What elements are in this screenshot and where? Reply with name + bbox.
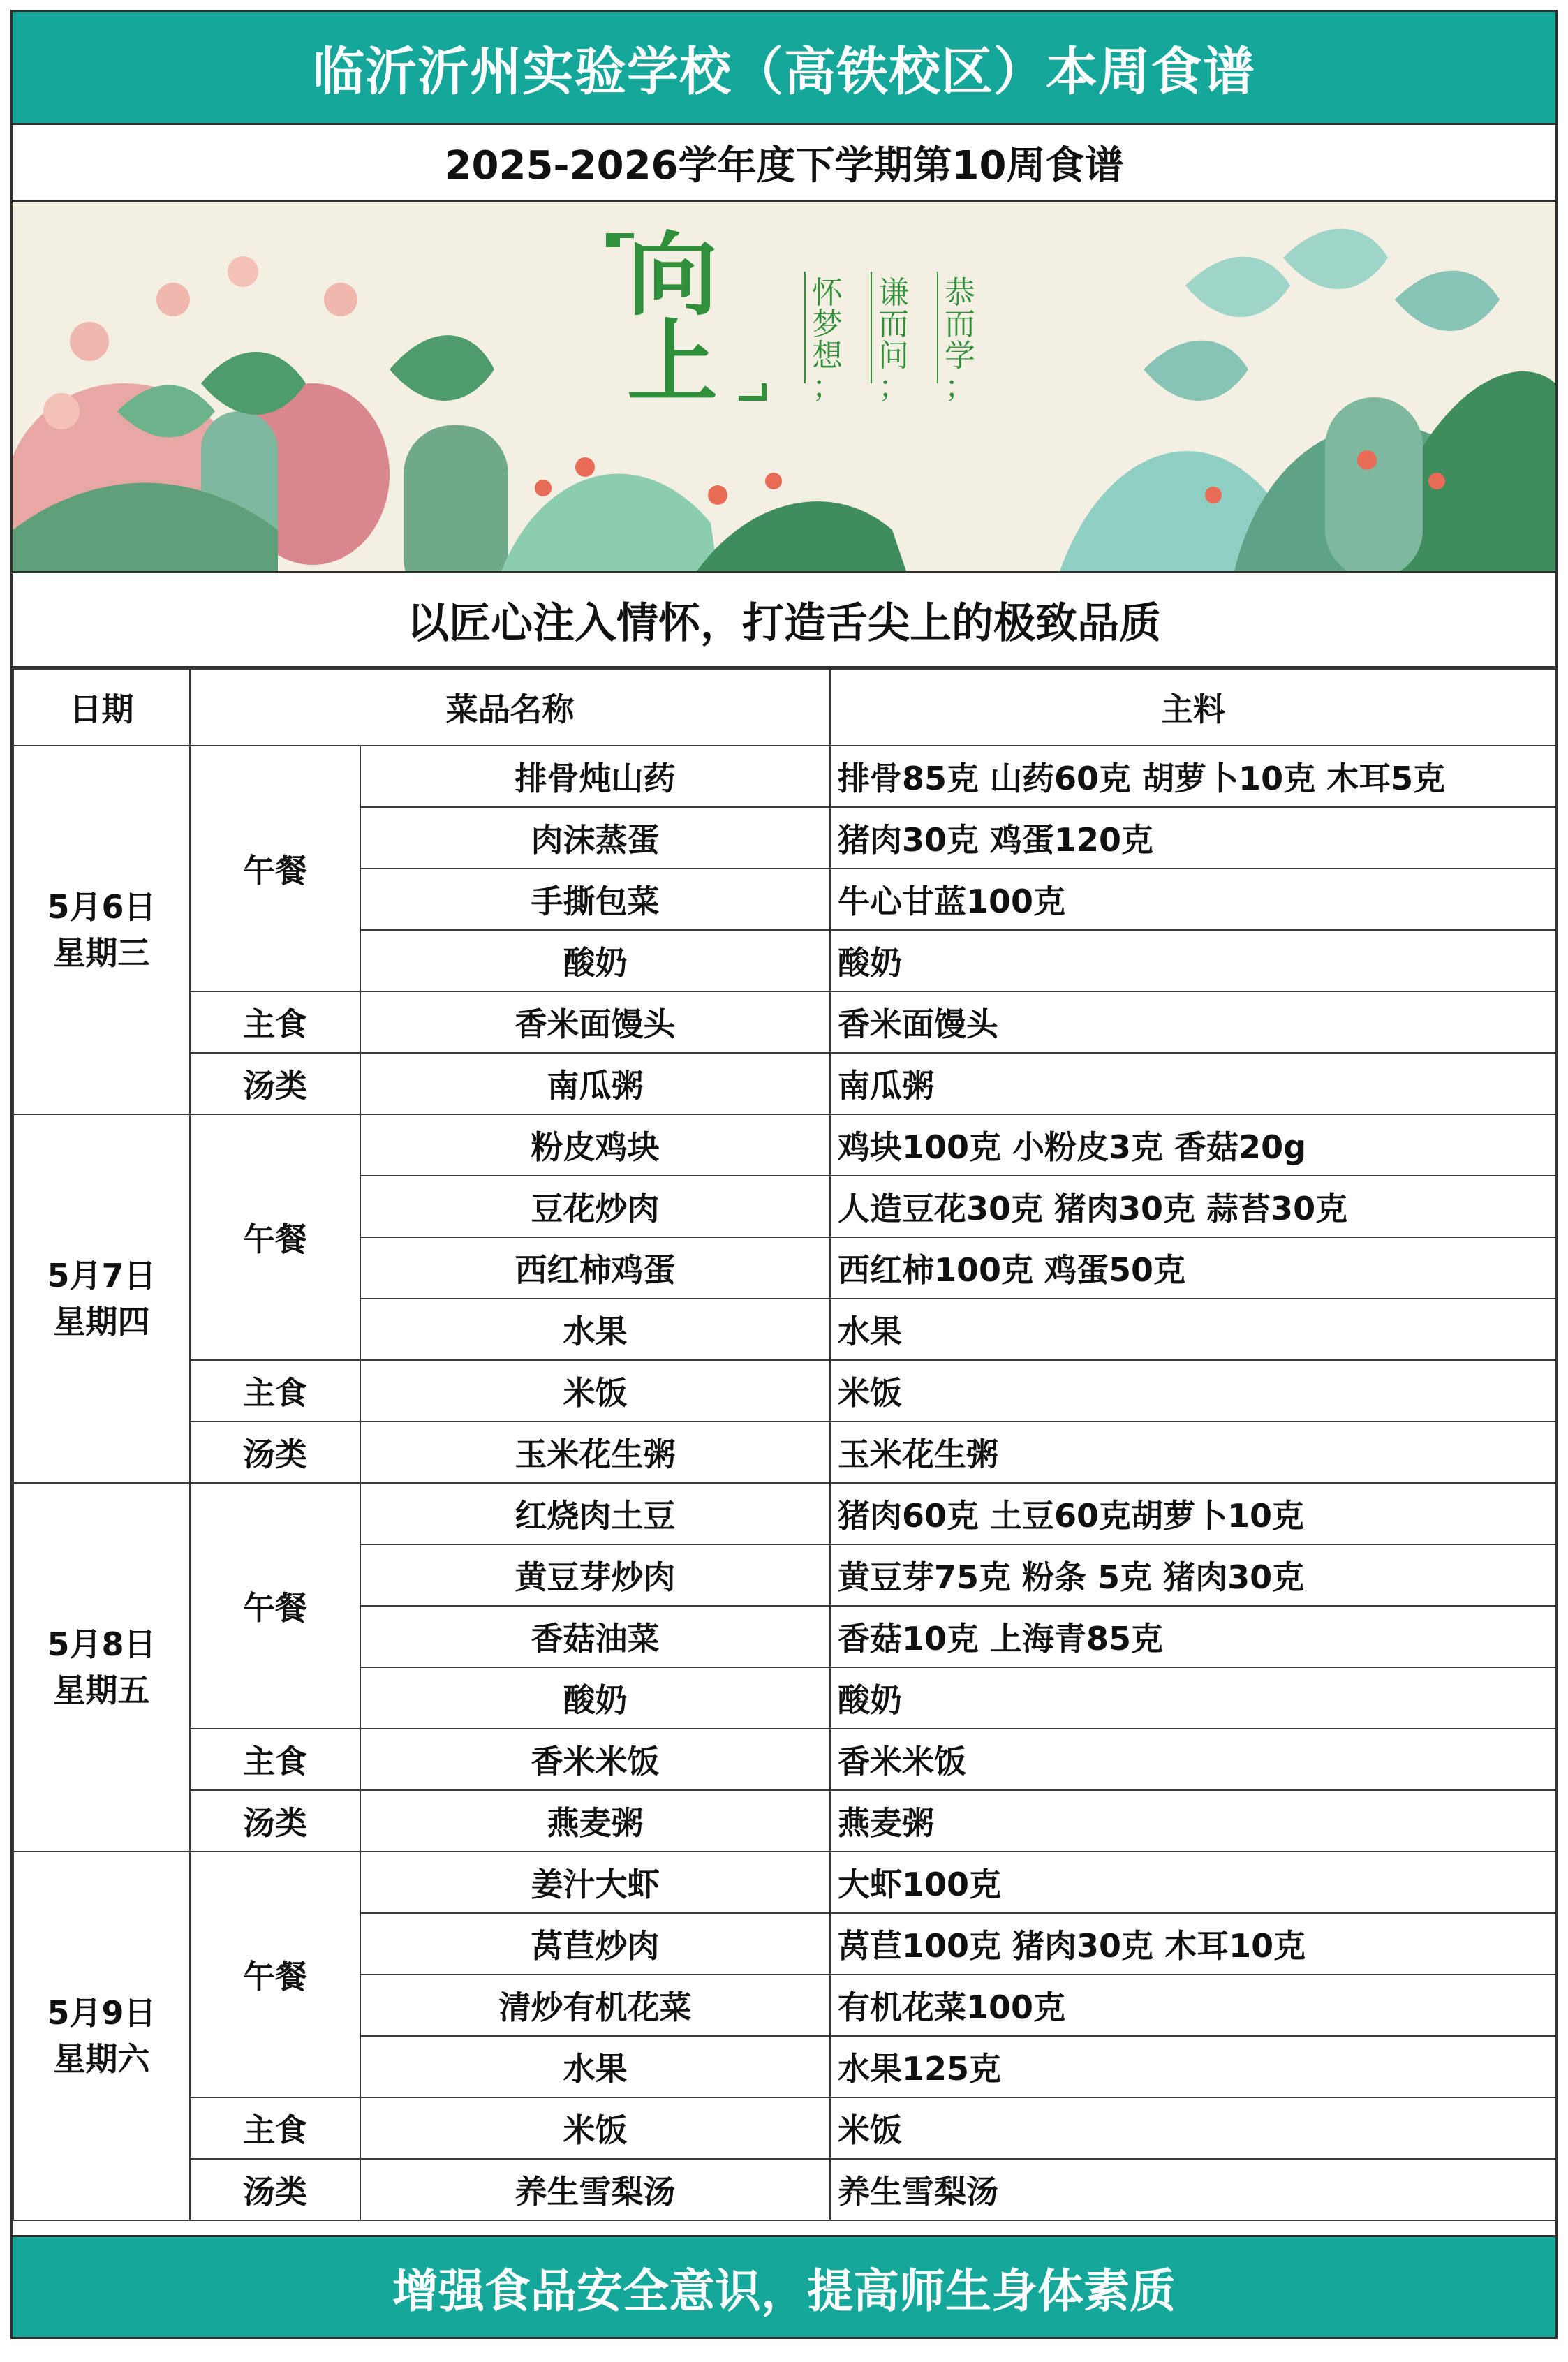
- poem-line-1-char-3: 学: [945, 338, 975, 374]
- dish-name-cell: 米饭: [360, 1360, 830, 1422]
- poem-line-1-char-2: 而: [945, 307, 975, 342]
- dish-name-cell: 水果: [360, 1299, 830, 1360]
- ingredients-cell: 南瓜粥: [830, 1053, 1556, 1114]
- dish-name-cell: 香菇油菜: [360, 1606, 830, 1667]
- ingredients-cell: 米饭: [830, 1360, 1556, 1422]
- dish-name-cell: 酸奶: [360, 930, 830, 991]
- ingredients-cell: 猪肉30克 鸡蛋120克: [830, 807, 1556, 869]
- ingredients-cell: 黄豆芽75克 粉条 5克 猪肉30克: [830, 1544, 1556, 1606]
- dish-name-cell: 米饭: [360, 2097, 830, 2159]
- dish-name-cell: 豆花炒肉: [360, 1176, 830, 1237]
- dish-name-cell: 黄豆芽炒肉: [360, 1544, 830, 1606]
- ingredients-cell: 酸奶: [830, 1667, 1556, 1729]
- meal-type-cell: 汤类: [190, 1053, 360, 1114]
- ingredients-cell: 猪肉60克 土豆60克胡萝卜10克: [830, 1483, 1556, 1544]
- dish-name-cell: 排骨炖山药: [360, 746, 830, 807]
- table-row: [13, 746, 1556, 807]
- poem-line-2-char-4: ；: [878, 369, 909, 405]
- weekday-label: 星期五: [53, 1671, 150, 1709]
- table-row: [13, 1114, 1556, 1176]
- dish-name-cell: 西红柿鸡蛋: [360, 1237, 830, 1299]
- ingredients-cell: 燕麦粥: [830, 1790, 1556, 1852]
- meal-type-cell: 午餐: [190, 1852, 360, 2097]
- banner-big-char-1: 向: [627, 221, 718, 328]
- footer-banner: 增强食品安全意识，提高师生身体素质: [13, 2235, 1555, 2337]
- header-date: 日期: [13, 669, 190, 746]
- poem-line-2-char-3: 问: [878, 338, 909, 374]
- header-dish: 菜品名称: [190, 669, 830, 746]
- ingredients-cell: 米饭: [830, 2097, 1556, 2159]
- table-row: [13, 1360, 1556, 1422]
- ingredients-cell: 玉米花生粥: [830, 1422, 1556, 1483]
- dish-name-cell: 南瓜粥: [360, 1053, 830, 1114]
- ingredients-cell: 莴苣100克 猪肉30克 木耳10克: [830, 1913, 1556, 1975]
- ingredients-cell: 大虾100克: [830, 1852, 1556, 1913]
- dish-name-cell: 水果: [360, 2036, 830, 2097]
- table-row: [13, 2097, 1556, 2159]
- menu-table: [13, 668, 1557, 2221]
- dish-name-cell: 养生雪梨汤: [360, 2159, 830, 2220]
- dish-name-cell: 玉米花生粥: [360, 1422, 830, 1483]
- dish-name-cell: 清炒有机花菜: [360, 1975, 830, 2036]
- ingredients-cell: 人造豆花30克 猪肉30克 蒜苔30克: [830, 1176, 1556, 1237]
- weekday-label: 星期三: [53, 934, 150, 972]
- poem-line-3-char-1: 怀: [812, 275, 843, 311]
- table-row: [13, 2159, 1556, 2220]
- page-subtitle: 2025-2026学年度下学期第10周食谱: [13, 125, 1555, 202]
- ingredients-cell: 排骨85克 山药60克 胡萝卜10克 木耳5克: [830, 746, 1556, 807]
- date-cell: [13, 746, 190, 1114]
- ingredients-cell: 酸奶: [830, 930, 1556, 991]
- poem-line-2-char-1: 谦: [878, 275, 909, 311]
- poem-line-3-char-3: 想: [812, 338, 843, 374]
- ingredients-cell: 有机花菜100克: [830, 1975, 1556, 2036]
- poem-line-3-char-2: 梦: [812, 307, 843, 342]
- meal-type-cell: 汤类: [190, 1790, 360, 1852]
- ingredients-cell: 香米面馒头: [830, 991, 1556, 1053]
- table-row: [13, 1729, 1556, 1790]
- table-row: [13, 1483, 1556, 1544]
- date-label: 5月9日: [47, 1994, 156, 2032]
- banner-big-char-2: 上: [627, 309, 718, 415]
- ingredients-cell: 香菇10克 上海青85克: [830, 1606, 1556, 1667]
- meal-type-cell: 主食: [190, 1360, 360, 1422]
- date-label: 5月8日: [47, 1625, 156, 1663]
- date-label: 5月7日: [47, 1257, 156, 1294]
- dish-name-cell: 燕麦粥: [360, 1790, 830, 1852]
- ingredients-cell: 养生雪梨汤: [830, 2159, 1556, 2220]
- slogan: 以匠心注入情怀，打造舌尖上的极致品质: [13, 573, 1555, 668]
- ingredients-cell: 水果125克: [830, 2036, 1556, 2097]
- table-header-row: [13, 669, 1556, 746]
- date-cell: [13, 1483, 190, 1852]
- page-title: 临沂沂州实验学校（高铁校区）本周食谱: [13, 12, 1555, 125]
- decorative-banner: [13, 202, 1555, 573]
- table-row: [13, 1852, 1556, 1913]
- meal-type-cell: 主食: [190, 991, 360, 1053]
- weekday-label: 星期四: [53, 1303, 150, 1341]
- meal-type-cell: 汤类: [190, 1422, 360, 1483]
- poem-line-1-char-1: 恭: [945, 275, 975, 311]
- table-row: [13, 1053, 1556, 1114]
- meal-type-cell: 午餐: [190, 1483, 360, 1729]
- table-row: [13, 1422, 1556, 1483]
- poem-line-1-char-4: ；: [945, 369, 975, 405]
- dish-name-cell: 香米面馒头: [360, 991, 830, 1053]
- dish-name-cell: 姜汁大虾: [360, 1852, 830, 1913]
- dish-name-cell: 肉沫蒸蛋: [360, 807, 830, 869]
- weekday-label: 星期六: [53, 2040, 150, 2078]
- poem-line-3-char-4: ；: [812, 369, 843, 405]
- dish-name-cell: 莴苣炒肉: [360, 1913, 830, 1975]
- dish-name-cell: 粉皮鸡块: [360, 1114, 830, 1176]
- header-ingredients: 主料: [830, 669, 1556, 746]
- menu-body: [13, 746, 1556, 2220]
- ingredients-cell: 鸡块100克 小粉皮3克 香菇20g: [830, 1114, 1556, 1176]
- ingredients-cell: 西红柿100克 鸡蛋50克: [830, 1237, 1556, 1299]
- dish-name-cell: 手撕包菜: [360, 869, 830, 930]
- meal-type-cell: 汤类: [190, 2159, 360, 2220]
- meal-type-cell: 午餐: [190, 1114, 360, 1360]
- date-cell: [13, 1114, 190, 1483]
- date-cell: [13, 1852, 190, 2220]
- ingredients-cell: 水果: [830, 1299, 1556, 1360]
- ingredients-cell: 香米米饭: [830, 1729, 1556, 1790]
- dish-name-cell: 酸奶: [360, 1667, 830, 1729]
- poem-line-2-char-2: 而: [878, 307, 909, 342]
- dish-name-cell: 香米米饭: [360, 1729, 830, 1790]
- meal-type-cell: 午餐: [190, 746, 360, 991]
- dish-name-cell: 红烧肉土豆: [360, 1483, 830, 1544]
- meal-type-cell: 主食: [190, 2097, 360, 2159]
- banner-poem: [805, 272, 975, 405]
- meal-type-cell: 主食: [190, 1729, 360, 1790]
- ingredients-cell: 牛心甘蓝100克: [830, 869, 1556, 930]
- date-label: 5月6日: [47, 888, 156, 926]
- menu-page: [10, 10, 1558, 2339]
- banner-illustration: [13, 202, 1555, 571]
- table-row: [13, 1790, 1556, 1852]
- table-row: [13, 991, 1556, 1053]
